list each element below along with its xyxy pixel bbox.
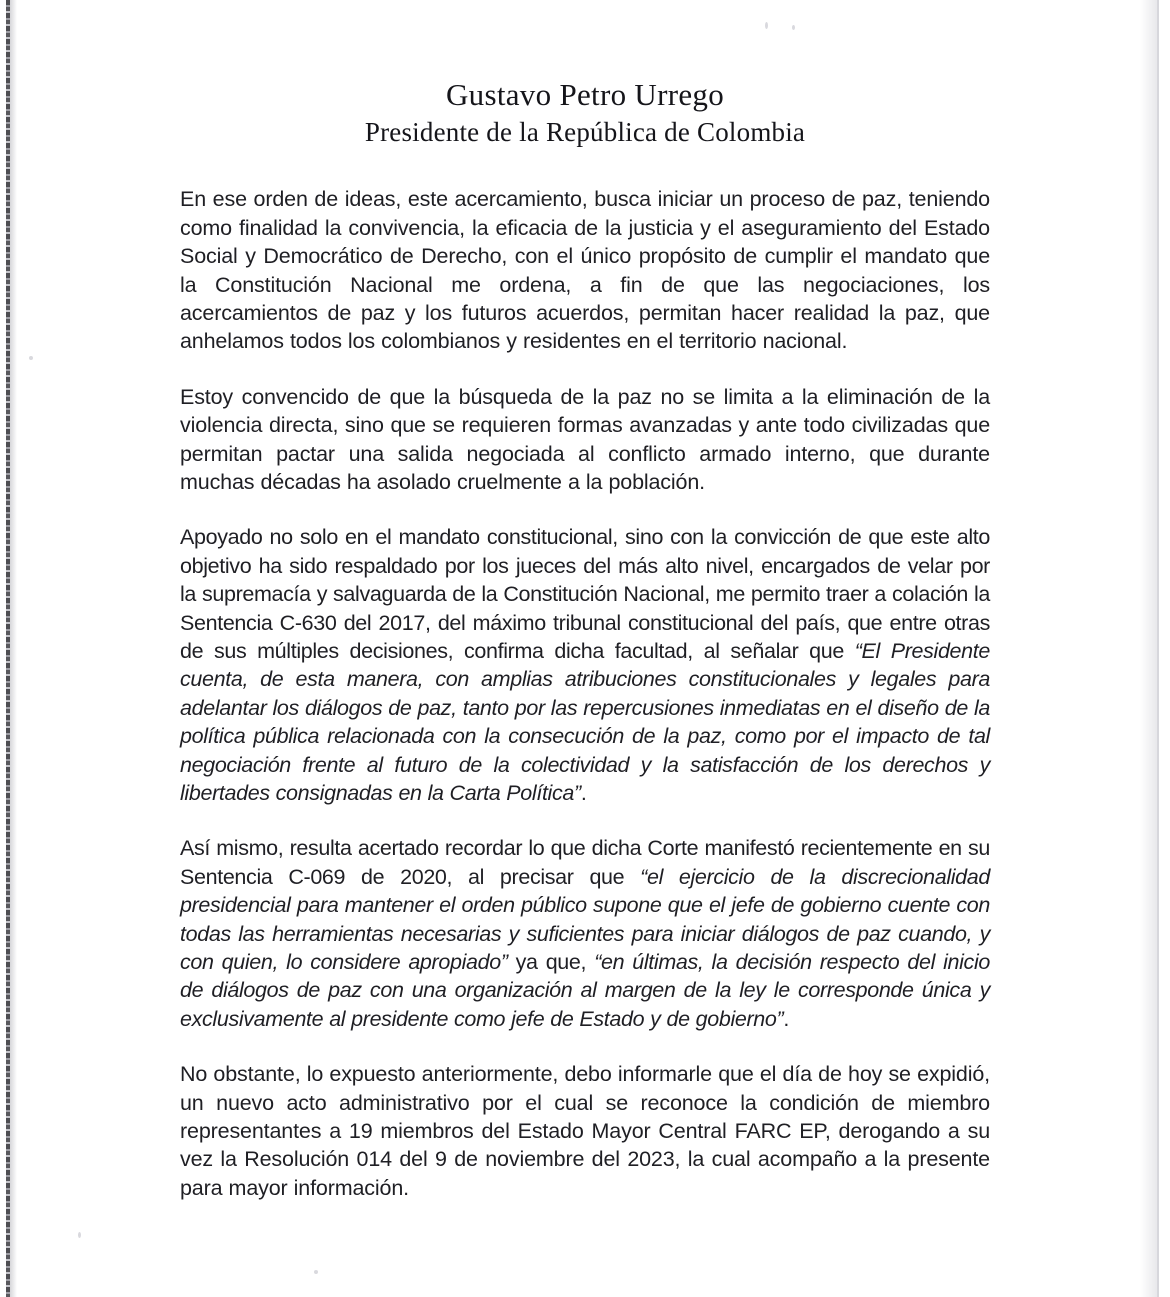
paragraph-1: En ese orden de ideas, este acercamiento, busca iniciar un proceso de paz, teniendo como finalidad la convivencia, la eficacia de la justicia y el aseguramiento del Estado Social y Democrático de Derecho, con el único propósito de cumplir el mandato que la Constitución Nacional me ordena, a fin de que las negociaciones, los acercamientos de paz y los futuros acuerdos, permitan hacer realidad la paz, que anhelamos todos los colombianos y residentes en el territorio nacional. xyxy=(180,187,990,354)
paragraph-4-connector: ya que, xyxy=(507,950,595,975)
paragraph-4-lead: Así mismo, resulta acertado recordar lo que dicha Corte manifestó recientemente en su Sentencia C-069 de 2020, al precisar que xyxy=(180,836,990,889)
signatory-role: Presidente de la República de Colombia xyxy=(364,116,806,147)
paragraph-3 xyxy=(180,523,990,807)
scan-edge-left-shadow xyxy=(10,0,17,1297)
paragraph-3-quotation: “El Presidente cuenta, de esta manera, con amplias atribuciones constitucionales y legales para adelantar los diálogos de paz, tanto por las repercusiones inmediatas en el diseño de la política pública relacionada con la consecución de la paz, como por el impacto de tal negociación frente al futuro de la colectividad y la satisfacción de los derechos y libertades consignadas en la Carta Política” xyxy=(180,638,991,805)
paragraph-4-quotation-first: “el ejercicio de la discrecionalidad presidencial para mantener el orden público supone que el jefe de gobierno cuente con todas las herramientas necesarias y suficientes para iniciar diálogos de paz cuando, y con quien, lo considere apropiado” xyxy=(180,864,991,975)
letter-body xyxy=(180,185,990,1202)
paragraph-5: No obstante, lo expuesto anteriormente, debo informarle que el día de hoy se expidió, un nuevo acto administrativo por el cual se reconoce la condición de miembro representantes a 19 miembros del Estado Mayor Central FARC EP, derogando a su vez la Resolución 014 del 9 de noviembre del 2023, la cual acompaño a la presente para mayor información. xyxy=(180,1062,990,1200)
scan-speck xyxy=(29,356,33,360)
letterhead xyxy=(180,76,990,149)
paragraph-3-lead: Apoyado no solo en el mandato constitucional, sino con la convicción de que este alto objetivo ha sido respaldado por los jueces del más alto nivel, encargados de velar por la supremacía y salvaguarda de la Constitución Nacional, me permito traer a colación la Sentencia C-630 del 2017, del máximo tribunal constitucional del país, que entre otras de sus múltiples decisiones, confirma dicha facultad, al señalar que xyxy=(180,525,990,663)
paragraph-4-quotation-second: “en últimas, la decisión respecto del inicio de diálogos de paz con una organización al margen de la ley le corresponde única y exclusivamente al presidente como jefe de Estado y de gobierno” xyxy=(180,950,990,1031)
paragraph-3-tail: . xyxy=(580,781,587,805)
paragraph-2: Estoy convencido de que la búsqueda de la paz no se limita a la eliminación de la violencia directa, sino que se requieren formas avanzadas y ante todo civilizadas que permitan pactar una salida negociada al conflicto armado interno, que durante muchas décadas ha asolado cruelmente a la población. xyxy=(180,384,990,494)
signatory-name: Gustavo Petro Urrego xyxy=(445,77,725,112)
scan-edge-right-artifact xyxy=(1157,0,1159,1297)
scan-edge-right-shadow xyxy=(1140,0,1157,1297)
scan-speck xyxy=(314,1270,318,1274)
scan-speck xyxy=(78,1232,81,1238)
paragraph-4 xyxy=(180,834,990,1033)
document-content xyxy=(180,0,990,1202)
paragraph-4-tail: . xyxy=(783,1006,789,1031)
